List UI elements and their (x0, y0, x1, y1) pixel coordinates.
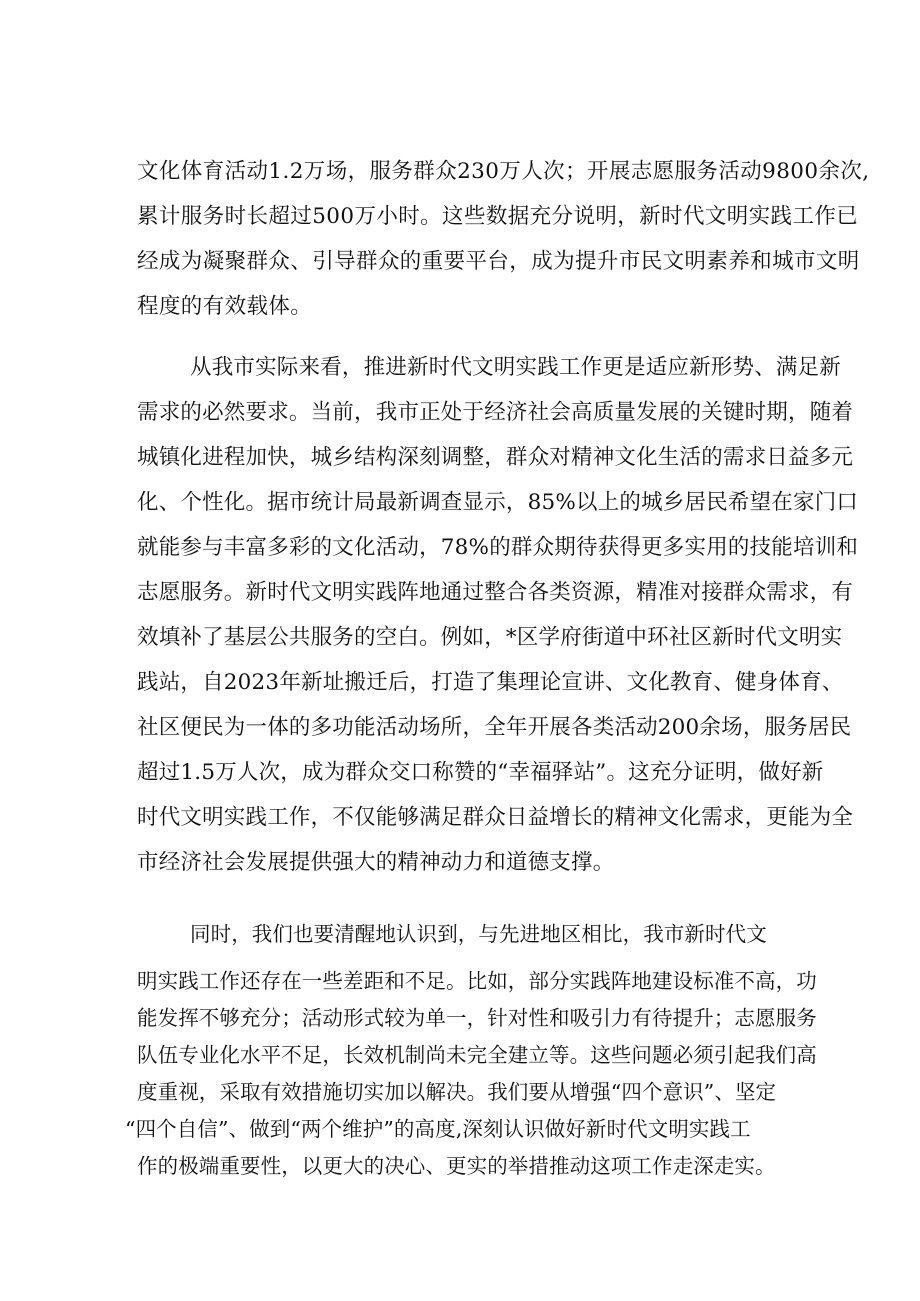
paragraph-line: 文化体育活动1.2万场，服务群众230万人次；开展志愿服务活动9800余次, (137, 159, 870, 184)
paragraph-line: 同时，我们也要清醒地认识到，与先进地区相比，我市新时代文 (190, 922, 767, 946)
paragraph-line: “四个自信”、做到“两个维护”的高度,深刻认识做好新时代文明实践工 (125, 1117, 751, 1141)
paragraph-line: 累计服务时长超过500万小时。这些数据充分说明，新时代文明实践工作已 (137, 204, 859, 229)
paragraph-line: 社区便民为一体的多功能活动场所，全年开展各类活动200余场，服务居民 (137, 715, 852, 740)
paragraph-line: 需求的必然要求。当前，我市正处于经济社会高质量发展的关键时期，随着 (137, 400, 854, 425)
paragraph-line: 时代文明实践工作，不仅能够满足群众日益增长的精神文化需求，更能为全 (137, 805, 854, 830)
paragraph-line: 从我市实际来看，推进新时代文明实践工作更是适应新形势、满足新 (190, 355, 842, 380)
paragraph-line: 程度的有效载体。 (137, 294, 313, 319)
paragraph-line: 市经济社会发展提供强大的精神动力和道德支撑。 (137, 850, 615, 875)
paragraph-line: 明实践工作还存在一些差距和不足。比如，部分实践阵地建设标准不高，功 (137, 969, 817, 993)
paragraph-line: 队伍专业化水平不足，长效机制尚未完全建立等。这些问题必须引起我们高 (137, 1043, 817, 1067)
paragraph-line: 城镇化进程加快，城乡结构深刻调整，群众对精神文化生活的需求日益多元 (137, 445, 854, 470)
paragraph-line: 超过1.5万人次，成为群众交口称赞的“幸福驿站”。这充分证明，做好新 (137, 760, 824, 785)
paragraph-line: 能发挥不够充分；活动形式较为单一，针对性和吸引力有待提升；志愿服务 (137, 1006, 817, 1030)
paragraph-line: 度重视，采取有效措施切实加以解决。我们要从增强“四个意识”、坚定 (137, 1080, 777, 1104)
paragraph-line: 志愿服务。新时代文明实践阵地通过整合各类资源，精准对接群众需求，有 (137, 580, 854, 605)
paragraph-line: 效填补了基层公共服务的空白。例如，*区学府街道中环社区新时代文明实 (137, 625, 843, 650)
paragraph-line: 就能参与丰富多彩的文化活动，78%的群众期待获得更多实用的技能培训和 (137, 535, 859, 560)
paragraph-line: 践站，自2023年新址搬迁后，打造了集理论宣讲、文化教育、健身体育、 (137, 670, 844, 695)
paragraph-line: 作的极端重要性，以更大的决心、更实的举措推动这项工作走深走实。 (137, 1154, 776, 1178)
paragraph-line: 化、个性化。据市统计局最新调查显示，85%以上的城乡居民希望在家门口 (137, 490, 859, 515)
paragraph-line: 经成为凝聚群众、引导群众的重要平台，成为提升市民文明素养和城市文明 (137, 249, 860, 274)
